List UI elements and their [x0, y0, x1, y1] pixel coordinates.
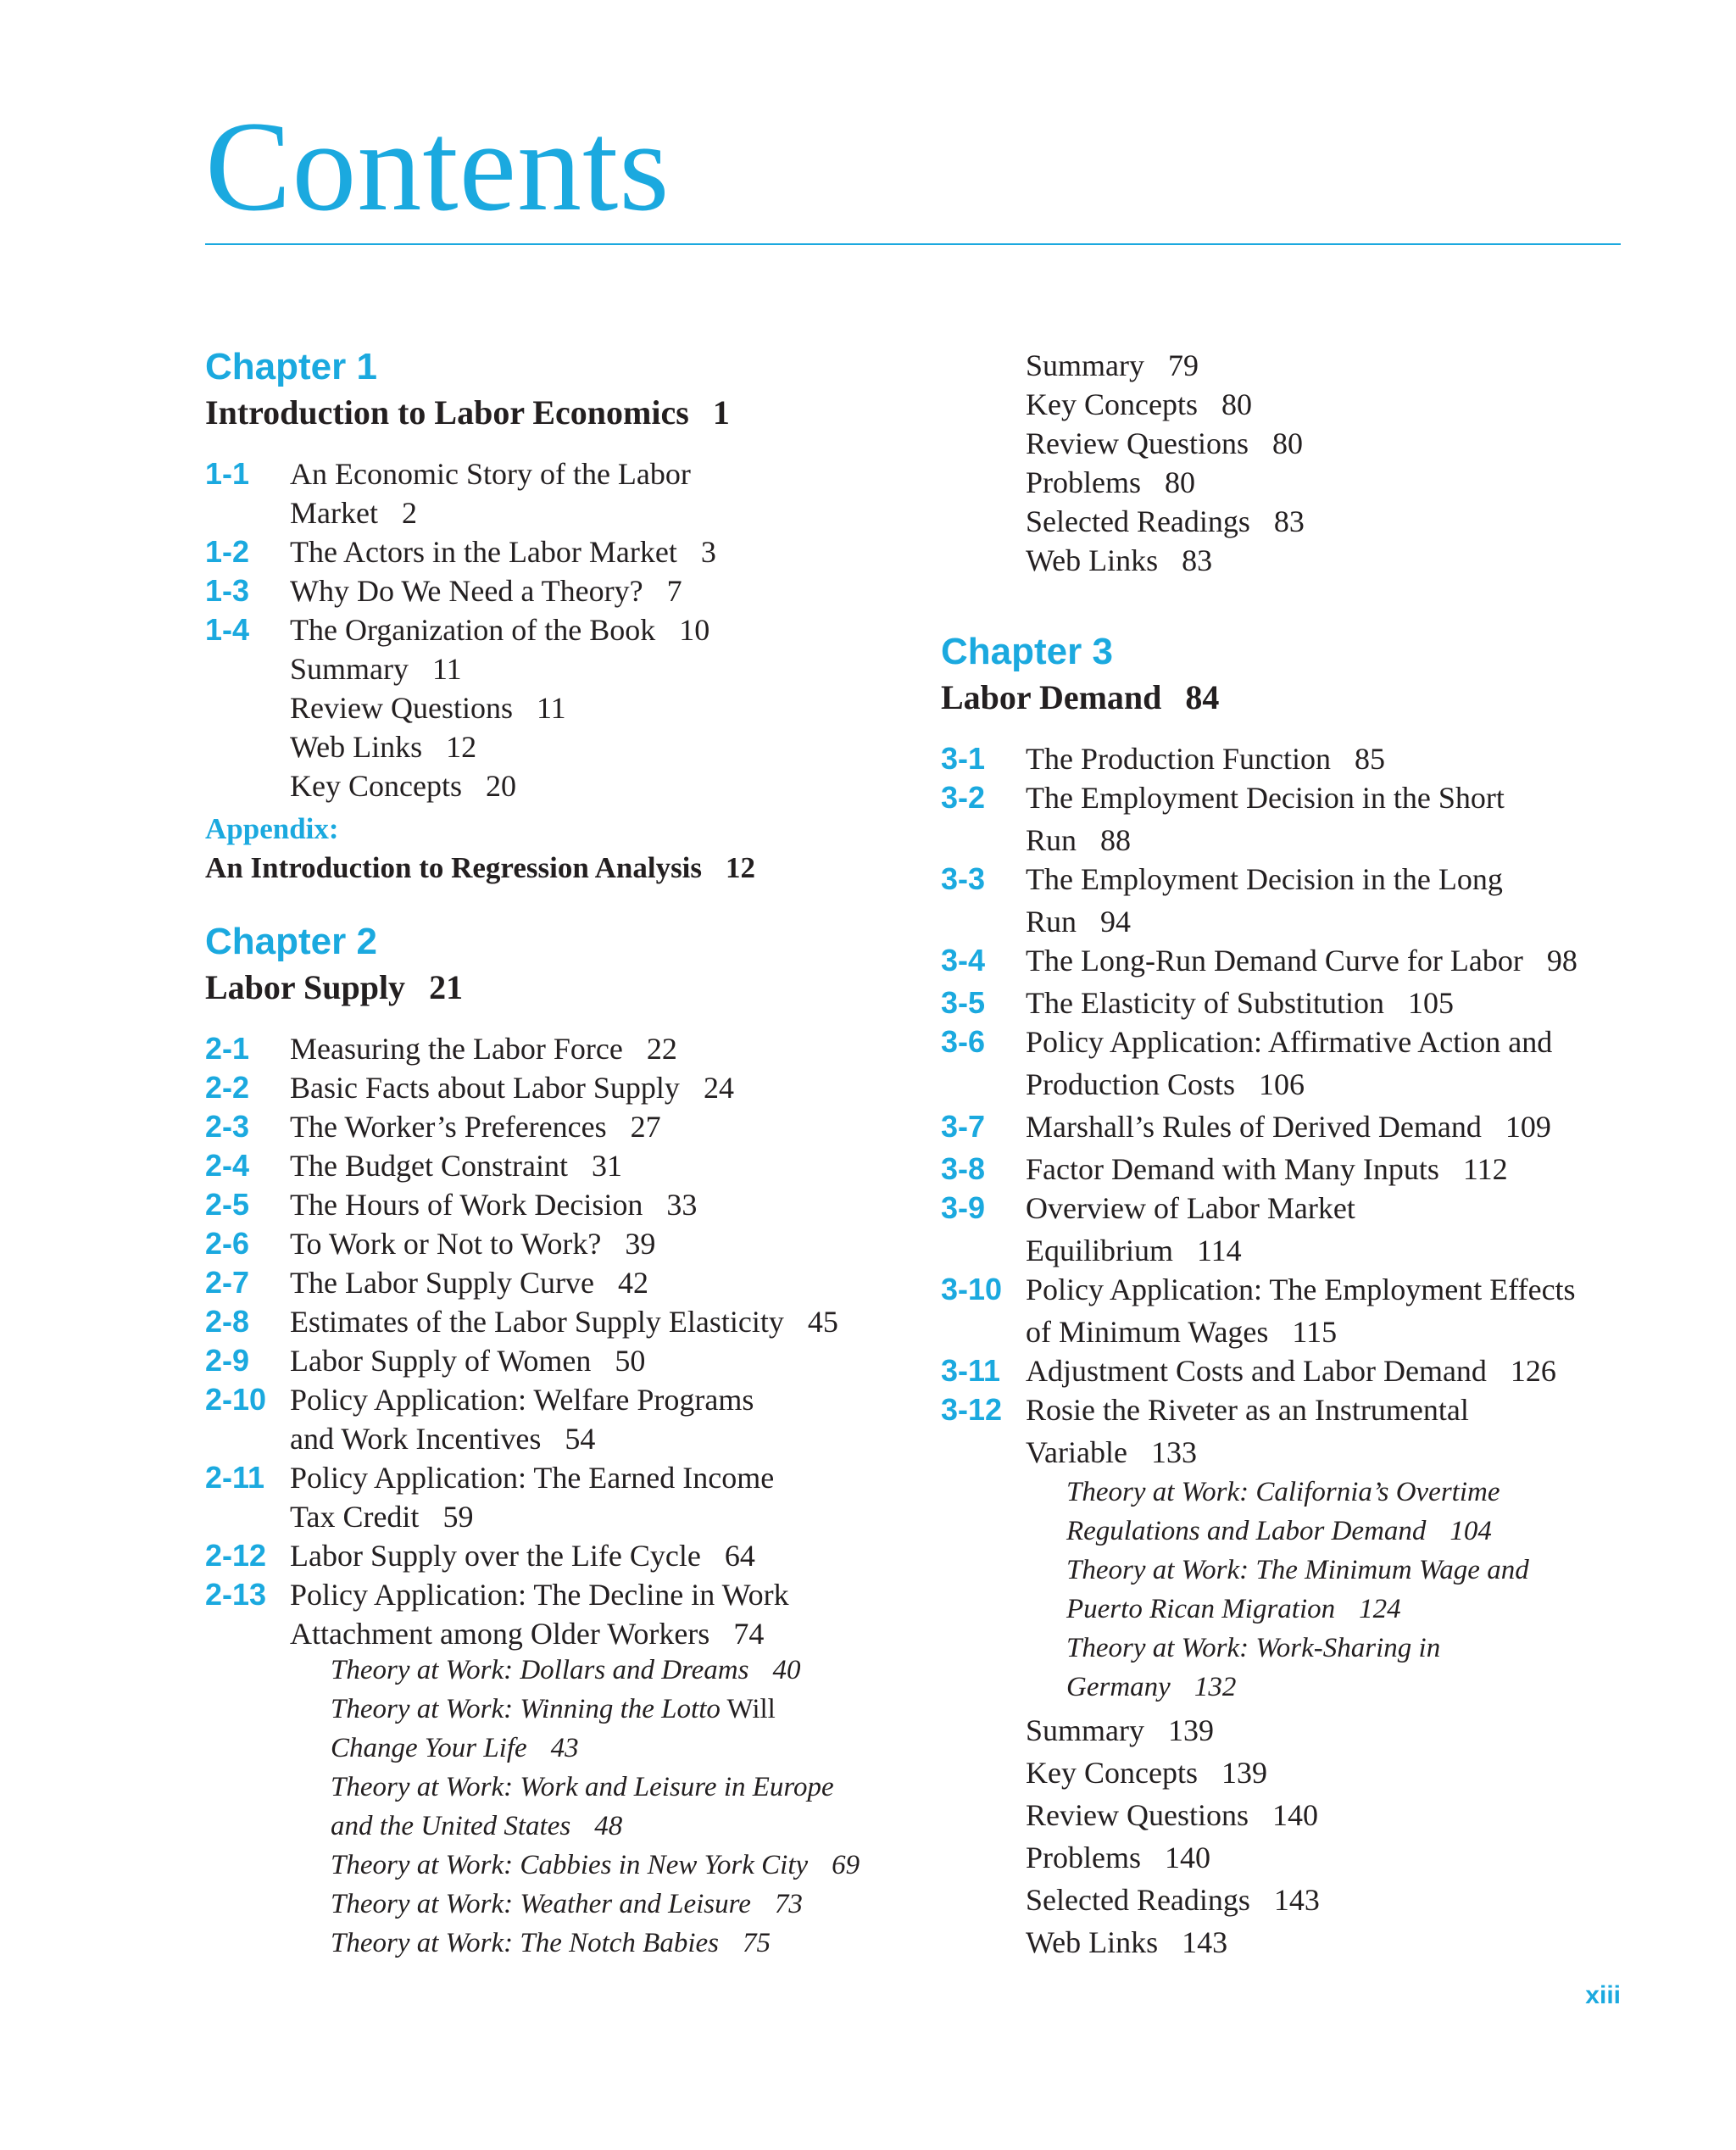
page-ref: 12 [446, 730, 477, 764]
page-ref: 132 [1194, 1672, 1237, 1702]
chapter-label: Chapter 3 [941, 631, 1113, 672]
page-ref: 40 [772, 1655, 801, 1685]
section-title-text: The Elasticity of Substitution [1026, 986, 1384, 1020]
page-ref: 80 [1271, 426, 1303, 460]
section-number: 1-1 [205, 456, 250, 491]
section-title[interactable] [290, 1265, 648, 1301]
section-title-text: Measuring the Labor Force [290, 1032, 623, 1066]
section-title[interactable] [1026, 1109, 1551, 1145]
chapter-extra-text: Web Links [1026, 543, 1159, 577]
page-ref: 80 [1165, 465, 1196, 499]
page-ref: 143 [1273, 1883, 1320, 1917]
page-ref: 3 [700, 535, 716, 569]
page-ref: 75 [743, 1928, 771, 1958]
theory-at-work-text: Theory at Work: Work and Leisure in Europe [331, 1772, 834, 1802]
section-title[interactable] [290, 1538, 755, 1574]
appendix-title-text: An Introduction to Regression Analysis [205, 851, 703, 884]
section-number: 3-8 [941, 1151, 986, 1186]
section-title[interactable] [1026, 904, 1131, 939]
section-title[interactable] [1026, 1353, 1556, 1389]
chapter-extra[interactable] [1026, 543, 1212, 578]
chapter-extra-text: Summary [1026, 1713, 1144, 1747]
chapter-extra[interactable] [1026, 1840, 1210, 1875]
section-number: 2-8 [205, 1304, 250, 1339]
page-ref: 126 [1510, 1354, 1556, 1388]
section-title[interactable] [1026, 1151, 1508, 1187]
section-title[interactable] [1026, 1233, 1242, 1268]
section-title-text: To Work or Not to Work? [290, 1227, 602, 1261]
section-number: 2-7 [205, 1265, 250, 1300]
chapter-title [941, 677, 1219, 717]
section-number: 2-11 [205, 1460, 265, 1495]
theory-at-work-item[interactable] [1066, 1516, 1492, 1547]
page-ref: 73 [774, 1889, 803, 1919]
section-number: 1-2 [205, 534, 250, 569]
chapter-extra[interactable] [290, 651, 462, 687]
page-ref: 98 [1546, 944, 1577, 978]
section-title-text: Market [290, 496, 378, 530]
theory-at-work-item[interactable] [331, 1928, 771, 1959]
chapter-extra[interactable] [1026, 426, 1303, 461]
section-title[interactable] [290, 1226, 655, 1262]
section-number: 2-4 [205, 1148, 250, 1183]
section-title-text: Estimates of the Labor Supply Elasticity [290, 1305, 784, 1339]
chapter-extra[interactable] [1026, 1755, 1267, 1791]
section-title-text: The Worker’s Preferences [290, 1110, 607, 1144]
chapter-extra-text: Review Questions [1026, 1798, 1249, 1832]
chapter-label: Chapter 2 [205, 921, 377, 962]
section-title-text: Run [1026, 905, 1077, 939]
theory-at-work-item[interactable] [331, 1889, 803, 1920]
section-title-text: The Hours of Work Decision [290, 1188, 643, 1222]
section-title[interactable] [290, 1187, 697, 1223]
section-title[interactable] [290, 1304, 838, 1340]
theory-at-work-text: Puerto Rican Migration [1066, 1594, 1336, 1624]
page-ref: 7 [666, 574, 682, 608]
section-title[interactable] [1026, 741, 1385, 777]
page-ref: 94 [1100, 905, 1132, 939]
page-ref: 140 [1271, 1798, 1318, 1832]
page-ref: 45 [807, 1305, 838, 1339]
theory-at-work-text: Regulations and Labor Demand [1066, 1516, 1427, 1546]
section-title-text: Policy Application: The Employment Effects [1026, 1273, 1576, 1306]
chapter-extra-text: Web Links [1026, 1925, 1159, 1959]
section-number: 2-12 [205, 1538, 267, 1573]
theory-at-work-text: Theory at Work: Work-Sharing in [1066, 1633, 1441, 1663]
section-title[interactable] [290, 1031, 677, 1067]
page-ref: 31 [591, 1149, 622, 1183]
section-title[interactable] [290, 1148, 622, 1184]
theory-at-work-item[interactable] [331, 1733, 579, 1764]
page-ref: 83 [1273, 504, 1305, 538]
section-title-text: Labor Supply over the Life Cycle [290, 1539, 701, 1573]
section-title-text: Labor Supply of Women [290, 1344, 592, 1378]
page-ref: 69 [832, 1850, 860, 1880]
section-title[interactable] [290, 573, 682, 609]
page-ref: 114 [1197, 1234, 1242, 1267]
page-ref: 84 [1185, 678, 1220, 716]
section-title[interactable] [1026, 1024, 1552, 1060]
section-title[interactable] [1026, 1392, 1469, 1428]
page-ref: 42 [617, 1266, 648, 1300]
page-ref: 39 [625, 1227, 656, 1261]
page-ref: 139 [1168, 1713, 1214, 1747]
section-number: 3-2 [941, 780, 986, 815]
chapter-title-text: Labor Supply [205, 968, 406, 1006]
section-number: 2-9 [205, 1343, 250, 1378]
section-title-text: Production Costs [1026, 1067, 1236, 1101]
chapter-extra[interactable] [1026, 348, 1199, 383]
page-ref: 21 [429, 968, 464, 1006]
section-title-text: The Employment Decision in the Long [1026, 862, 1503, 896]
section-title-text: Why Do We Need a Theory? [290, 574, 643, 608]
chapter-extra-text: Summary [1026, 348, 1144, 382]
page-ref: 124 [1359, 1594, 1401, 1624]
section-title-text: The Long-Run Demand Curve for Labor [1026, 944, 1523, 978]
chapter-extra[interactable] [1026, 1882, 1320, 1918]
chapter-extra-text: Problems [1026, 1841, 1142, 1874]
chapter-extra[interactable] [1026, 465, 1195, 500]
section-title[interactable] [290, 1382, 754, 1418]
theory-at-work-text: Theory at Work: The Notch Babies [331, 1928, 719, 1958]
chapter-extra-text: Key Concepts [1026, 1756, 1198, 1790]
page-ref: 88 [1100, 823, 1132, 857]
section-number: 1-3 [205, 573, 250, 608]
theory-at-work-text: Theory at Work: Cabbies in New York City [331, 1850, 809, 1880]
page-ref: 140 [1165, 1841, 1211, 1874]
section-title-text: Policy Application: The Earned Income [290, 1461, 775, 1495]
section-title[interactable] [290, 612, 709, 648]
section-number: 3-6 [941, 1024, 986, 1059]
chapter-extra-text: Review Questions [1026, 426, 1249, 460]
page-ref: 1 [712, 393, 730, 432]
theory-at-work-text: Theory at Work: The Minimum Wage and [1066, 1555, 1529, 1585]
section-title[interactable] [290, 1460, 774, 1496]
section-number: 2-3 [205, 1109, 250, 1144]
section-number: 2-2 [205, 1070, 250, 1105]
section-number: 2-6 [205, 1226, 250, 1261]
chapter-extra-text: Web Links [290, 730, 423, 764]
page-ref: 106 [1259, 1067, 1305, 1101]
section-title[interactable] [1026, 822, 1131, 858]
section-number: 3-9 [941, 1190, 986, 1225]
section-number: 3-3 [941, 861, 986, 896]
page-ref: 12 [726, 851, 756, 884]
chapter-extra[interactable] [1026, 387, 1252, 422]
section-title-text: Policy Application: The Decline in Work [290, 1578, 789, 1612]
section-title-text: Attachment among Older Workers [290, 1617, 710, 1651]
section-title-text: Tax Credit [290, 1500, 420, 1534]
section-title[interactable] [290, 1577, 789, 1612]
theory-at-work-text: Theory at Work: Winning the Lotto [331, 1694, 721, 1724]
page-ref: 10 [679, 613, 710, 647]
section-title-text: The Budget Constraint [290, 1149, 568, 1183]
section-number: 3-5 [941, 985, 986, 1020]
page-ref: 115 [1292, 1315, 1338, 1349]
section-title[interactable] [290, 534, 716, 570]
theory-at-work-item[interactable] [331, 1772, 834, 1803]
section-number: 2-10 [205, 1382, 267, 1417]
section-title-text: Variable [1026, 1435, 1127, 1469]
chapter-title-text: Labor Demand [941, 678, 1162, 716]
section-title[interactable] [1026, 943, 1577, 978]
page-ref: 143 [1182, 1925, 1228, 1959]
page-ref: 22 [646, 1032, 677, 1066]
section-title-text: The Employment Decision in the Short [1026, 781, 1505, 815]
section-title[interactable] [1026, 780, 1505, 816]
page-ref: 80 [1221, 387, 1252, 421]
theory-at-work-item[interactable] [1066, 1633, 1440, 1664]
section-number: 2-13 [205, 1577, 267, 1612]
section-title[interactable] [290, 456, 691, 492]
section-title-text: The Labor Supply Curve [290, 1266, 594, 1300]
page-ref: 2 [401, 496, 417, 530]
page-ref: 74 [733, 1617, 765, 1651]
section-title-text: The Production Function [1026, 742, 1331, 776]
section-number: 3-12 [941, 1392, 1003, 1427]
section-title[interactable] [1026, 1067, 1305, 1102]
section-title-text: Overview of Labor Market [1026, 1191, 1355, 1225]
chapter-extra-text: Review Questions [290, 691, 513, 725]
theory-at-work-item[interactable] [331, 1655, 800, 1686]
section-title[interactable] [1026, 861, 1503, 897]
section-title[interactable] [290, 1109, 661, 1145]
theory-at-work-item[interactable] [1066, 1672, 1236, 1703]
section-title-text: and Work Incentives [290, 1422, 542, 1456]
section-title[interactable] [290, 1070, 734, 1106]
page-ref: 24 [703, 1071, 734, 1105]
chapter-title [205, 967, 463, 1007]
theory-at-work-item[interactable] [331, 1694, 776, 1725]
section-title-text: Adjustment Costs and Labor Demand [1026, 1354, 1487, 1388]
chapter-label: Chapter 1 [205, 346, 377, 387]
section-title-text: The Organization of the Book [290, 613, 656, 647]
chapter-extra-text: Selected Readings [1026, 504, 1250, 538]
section-number: 2-5 [205, 1187, 250, 1222]
theory-at-work-text: Theory at Work: California’s Overtime [1066, 1477, 1500, 1507]
section-title[interactable] [290, 1616, 764, 1651]
theory-at-work-text: Theory at Work: Weather and Leisure [331, 1889, 751, 1919]
page-ref: 139 [1221, 1756, 1267, 1790]
chapter-extra-text: Key Concepts [290, 769, 462, 803]
section-number: 3-7 [941, 1109, 986, 1144]
page-ref: 109 [1505, 1110, 1551, 1144]
section-title[interactable] [290, 1499, 473, 1535]
chapter-extra-text: Problems [1026, 465, 1142, 499]
theory-at-work-text: Germany [1066, 1672, 1171, 1702]
chapter-extra-text: Summary [290, 652, 409, 686]
chapter-extra[interactable] [290, 690, 566, 726]
theory-at-work-roman-text: Will [720, 1694, 776, 1724]
theory-at-work-item[interactable] [1066, 1594, 1401, 1625]
section-number: 1-4 [205, 612, 250, 647]
section-title-text: of Minimum Wages [1026, 1315, 1269, 1349]
section-title[interactable] [1026, 1272, 1576, 1307]
page-ref: 79 [1168, 348, 1199, 382]
right-column [941, 0, 1704, 2035]
appendix-title[interactable] [205, 851, 755, 885]
section-title[interactable] [1026, 1434, 1197, 1470]
theory-at-work-text: Theory at Work: Dollars and Dreams [331, 1655, 749, 1685]
page-ref: 59 [442, 1500, 474, 1534]
section-number: 3-10 [941, 1272, 1003, 1306]
chapter-title-text: Introduction to Labor Economics [205, 393, 689, 432]
theory-at-work-text: and the United States [331, 1811, 571, 1841]
page-ref: 11 [536, 691, 566, 725]
section-title-text: An Economic Story of the Labor [290, 457, 691, 491]
section-title[interactable] [290, 1343, 645, 1379]
section-title-text: Marshall’s Rules of Derived Demand [1026, 1110, 1482, 1144]
section-title[interactable] [1026, 1314, 1337, 1350]
chapter-extra-text: Selected Readings [1026, 1883, 1250, 1917]
chapter-extra[interactable] [290, 729, 476, 765]
page-ref: 104 [1449, 1516, 1492, 1546]
section-title-text: Rosie the Riveter as an Instrumental [1026, 1393, 1469, 1427]
page-ref: 11 [432, 652, 462, 686]
section-title[interactable] [290, 1421, 595, 1457]
chapter-extra[interactable] [1026, 504, 1305, 539]
section-title-text: Basic Facts about Labor Supply [290, 1071, 680, 1105]
section-title-text: Factor Demand with Many Inputs [1026, 1152, 1439, 1186]
chapter-title [205, 393, 730, 432]
page-ref: 85 [1354, 742, 1385, 776]
section-title-text: Policy Application: Welfare Programs [290, 1383, 754, 1417]
page-ref: 105 [1407, 986, 1454, 1020]
page-ref: 43 [550, 1733, 579, 1763]
section-number: 3-4 [941, 943, 986, 978]
page-ref: 112 [1462, 1152, 1508, 1186]
page-number: xiii [1585, 1981, 1621, 2009]
page-ref: 50 [615, 1344, 646, 1378]
section-number: 3-1 [941, 741, 986, 776]
section-title-text: Policy Application: Affirmative Action and [1026, 1025, 1553, 1059]
chapter-extra-text: Key Concepts [1026, 387, 1198, 421]
section-title[interactable] [1026, 985, 1454, 1021]
page-ref: 64 [724, 1539, 755, 1573]
page-ref: 33 [666, 1188, 698, 1222]
page-title: Contents [205, 95, 670, 237]
theory-at-work-item[interactable] [1066, 1477, 1500, 1508]
theory-at-work-text: Change Your Life [331, 1733, 527, 1763]
theory-at-work-item[interactable] [331, 1811, 622, 1842]
page-ref: 54 [565, 1422, 596, 1456]
chapter-extra[interactable] [290, 768, 516, 804]
page-ref: 133 [1150, 1435, 1197, 1469]
section-title[interactable] [290, 495, 417, 531]
left-column [205, 0, 968, 2035]
section-title-text: Equilibrium [1026, 1234, 1173, 1267]
section-number: 3-11 [941, 1353, 1001, 1388]
theory-at-work-item[interactable] [331, 1850, 860, 1881]
section-number: 2-1 [205, 1031, 250, 1066]
chapter-extra[interactable] [1026, 1713, 1214, 1748]
page-ref: 27 [630, 1110, 661, 1144]
theory-at-work-item[interactable] [1066, 1555, 1529, 1586]
page-ref: 20 [485, 769, 516, 803]
section-title-text: Run [1026, 823, 1077, 857]
chapter-extra[interactable] [1026, 1924, 1227, 1960]
chapter-extra[interactable] [1026, 1797, 1318, 1833]
page-ref: 83 [1182, 543, 1213, 577]
section-title-text: The Actors in the Labor Market [290, 535, 677, 569]
appendix-label: Appendix: [205, 812, 339, 845]
section-title[interactable] [1026, 1190, 1355, 1226]
page-ref: 48 [594, 1811, 623, 1841]
